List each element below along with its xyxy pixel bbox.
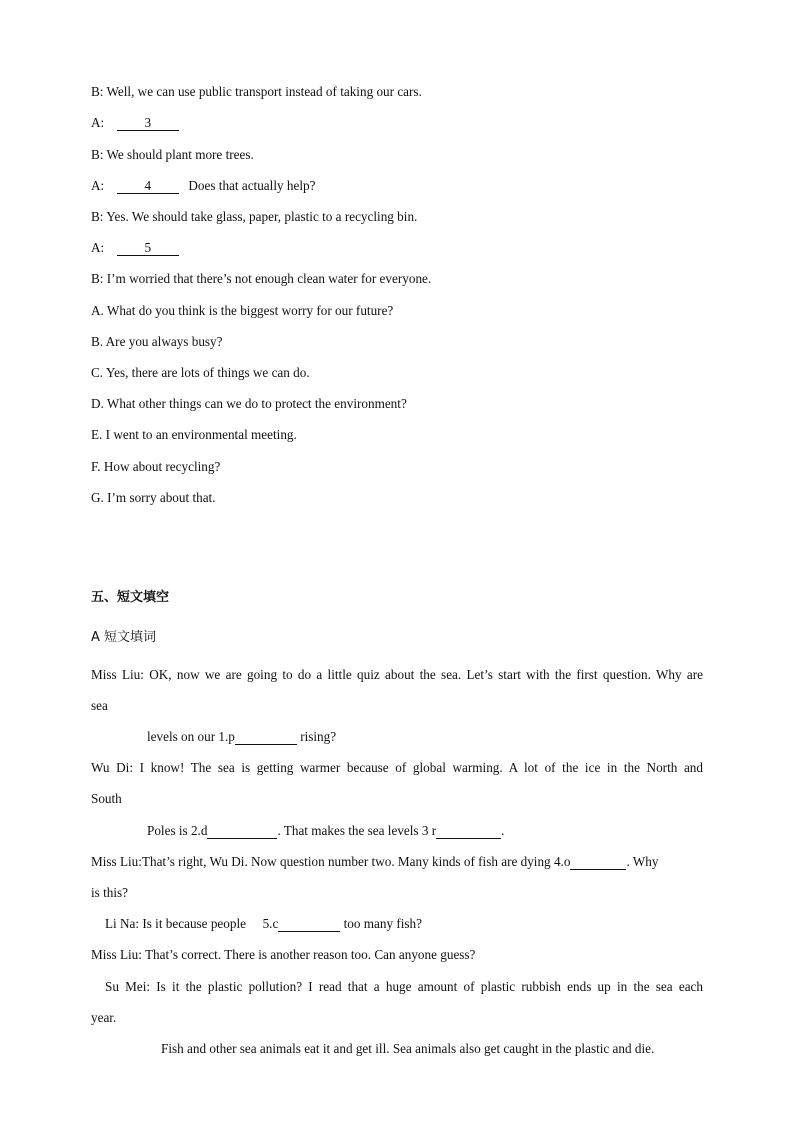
passage-line-2: sea: [91, 698, 108, 713]
option-b: B. Are you always busy?: [91, 334, 223, 349]
dialogue-line-b2: B: We should plant more trees.: [91, 147, 254, 162]
passage-line-6: [147, 822, 504, 840]
passage-text: . Why: [626, 854, 659, 869]
option-e: E. I went to an environmental meeting.: [91, 427, 297, 442]
passage-text: 5.c: [262, 916, 279, 931]
option-c: C. Yes, there are lots of things we can do.: [91, 365, 310, 380]
passage-line-7: [91, 853, 658, 871]
passage-text: . That makes the sea levels 3 r: [277, 823, 437, 838]
dialogue-line-a3: [91, 114, 179, 132]
passage-line-8: is this?: [91, 885, 128, 900]
passage-text: Poles is 2.d: [147, 823, 208, 838]
passage-text: .: [501, 823, 505, 838]
fill-blank-1: [235, 729, 297, 745]
option-a: A. What do you think is the biggest worry for our future?: [91, 303, 394, 318]
dialogue-line-a5: [91, 239, 179, 257]
passage-text: rising?: [300, 729, 337, 744]
fill-blank-5: [278, 916, 340, 932]
dialogue-line-a4: [91, 177, 315, 195]
section-heading: 五、短文填空: [91, 590, 170, 605]
passage-line-13: Fish and other sea animals eat it and get ill. Sea animals also get caught in the plastic and die.: [161, 1041, 655, 1056]
passage-line-10: Miss Liu: That’s correct. There is another reason too. Can anyone guess?: [91, 947, 476, 962]
passage-line-3: [147, 728, 336, 746]
passage-text: too many fish?: [343, 916, 423, 931]
dialogue-line-b1: B: Well, we can use public transport instead of taking our cars.: [91, 84, 422, 99]
speaker-a-label: A:: [91, 178, 105, 193]
fill-blank-4: [570, 854, 626, 870]
answer-blank-5: 5: [117, 240, 179, 256]
passage-line-5: South: [91, 791, 122, 806]
option-f: F. How about recycling?: [91, 459, 221, 474]
passage-text: levels on our 1.p: [147, 729, 235, 744]
passage-text: Li Na: Is it because people: [105, 916, 246, 931]
passage-line-12: year.: [91, 1010, 117, 1025]
section-subheading: A 短文填词: [91, 630, 157, 645]
passage-line-1: Miss Liu: OK, now we are going to do a little quiz about the sea. Let’s start with the first question. Why are: [91, 667, 703, 682]
passage-text: Miss Liu:That’s right, Wu Di. Now question number two. Many kinds of fish are dying 4.o: [91, 854, 571, 869]
fill-blank-3: [436, 823, 501, 839]
dialogue-line-b3: B: Yes. We should take glass, paper, plastic to a recycling bin.: [91, 209, 418, 224]
passage-line-9: [105, 915, 422, 933]
speaker-a-label: A:: [91, 240, 105, 255]
answer-blank-3: 3: [117, 115, 179, 131]
answer-blank-4: 4: [117, 178, 179, 194]
passage-line-4: Wu Di: I know! The sea is getting warmer because of global warming. A lot of the ice in the North and: [91, 760, 703, 775]
dialogue-question-text: Does that actually help?: [188, 178, 316, 193]
dialogue-line-b4: B: I’m worried that there’s not enough clean water for everyone.: [91, 271, 432, 286]
fill-blank-2: [207, 823, 277, 839]
option-g: G. I’m sorry about that.: [91, 490, 216, 505]
passage-line-11: Su Mei: Is it the plastic pollution? I read that a huge amount of plastic rubbish ends up in the sea each: [105, 979, 703, 994]
option-d: D. What other things can we do to protect the environment?: [91, 396, 407, 411]
speaker-a-label: A:: [91, 115, 105, 130]
